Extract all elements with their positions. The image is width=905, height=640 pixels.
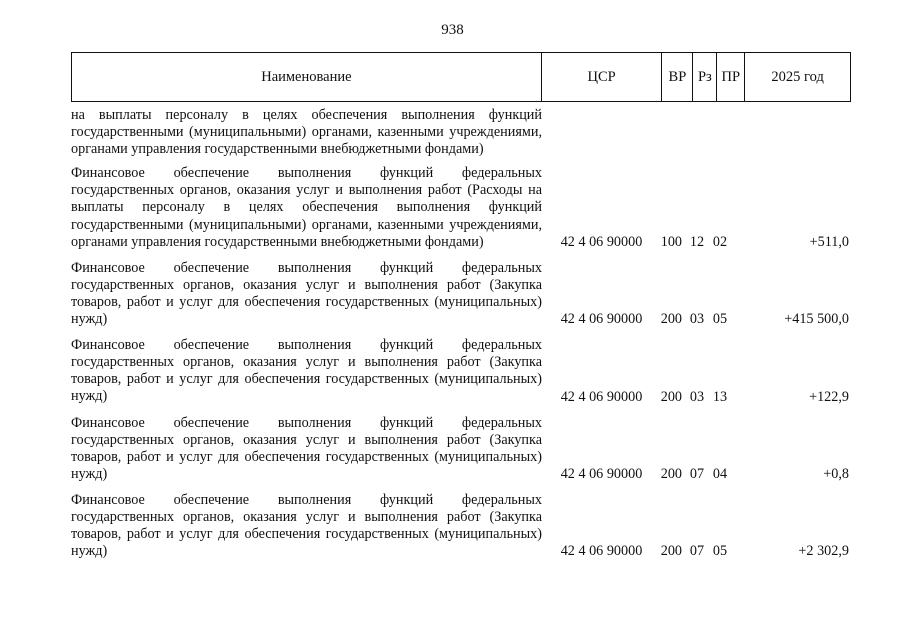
row-rz: 07 (689, 465, 705, 482)
header-vr: ВР (662, 53, 693, 101)
row-rz: 07 (689, 543, 705, 560)
row-name: Финансовое обеспечение выполнения функций федеральных государственных органов, оказания услуг и выполнения работ (Закупка товаров, работ и услуг для обеспечения государственных (муниципальных) нужд) (71, 259, 542, 328)
table-row (71, 165, 851, 250)
row-pr: 05 (712, 311, 728, 328)
row-csr: 42 4 06 90000 (560, 543, 643, 560)
row-amount: +0,8 (823, 465, 849, 482)
row-pr: 05 (712, 543, 728, 560)
row-pr: 13 (712, 388, 728, 405)
row-vr: 200 (660, 311, 682, 328)
table-row (71, 415, 851, 483)
header-csr: ЦСР (542, 53, 663, 101)
row-rz: 03 (689, 388, 705, 405)
row-name: Финансовое обеспечение выполнения функций федеральных государственных органов, оказания услуг и выполнения работ (Закупка товаров, работ и услуг для обеспечения государственных (муниципальных) нужд) (71, 337, 542, 405)
row-name: Финансовое обеспечение выполнения функций федеральных государственных органов, оказания услуг и выполнения работ (Закупка товаров, работ и услуг для обеспечения государственных (муниципальных) нужд) (71, 414, 542, 482)
header-rz: Рз (693, 53, 717, 101)
row-csr: 42 4 06 90000 (560, 233, 643, 250)
row-vr: 100 (660, 233, 682, 250)
header-year: 2025 год (771, 68, 824, 85)
header-name: Наименование (72, 53, 542, 101)
row-rz: 03 (689, 311, 705, 328)
row-vr: 200 (660, 388, 682, 405)
row-pr: 02 (712, 233, 728, 250)
row-amount: +2 302,9 (798, 543, 849, 560)
row-amount: +415 500,0 (784, 311, 849, 328)
row-name: на выплаты персоналу в целях обеспечения выполнения функций государственными (муниципальными) органами, казенными учреждениями, органами управления государственными внебюджетными фондами) (71, 107, 542, 158)
row-csr: 42 4 06 90000 (560, 388, 643, 405)
row-csr: 42 4 06 90000 (560, 465, 643, 482)
row-amount: +511,0 (809, 233, 849, 250)
page-number: 938 (441, 22, 464, 38)
table-body (71, 107, 851, 569)
row-name: Финансовое обеспечение выполнения функций федеральных государственных органов, оказания услуг и выполнения работ (Расходы на выплаты персоналу в целях обеспечения выполнения функций государственными (муниципальными) органами, казенными учреждениями, органами управления государственными внебюджетными фондами) (71, 165, 542, 250)
row-rz: 12 (689, 233, 705, 250)
row-pr: 04 (712, 465, 728, 482)
row-vr: 200 (660, 465, 682, 482)
row-vr: 200 (660, 543, 682, 560)
row-amount: +122,9 (809, 388, 849, 405)
row-csr: 42 4 06 90000 (560, 311, 643, 328)
table-row (71, 260, 851, 328)
header-pr: ПР (717, 53, 745, 101)
table-row (71, 107, 851, 158)
table-row (71, 337, 851, 405)
table-header (71, 52, 851, 102)
table-row (71, 492, 851, 560)
row-name: Финансовое обеспечение выполнения функций федеральных государственных органов, оказания услуг и выполнения работ (Закупка товаров, работ и услуг для обеспечения государственных (муниципальных) нужд) (71, 491, 542, 560)
